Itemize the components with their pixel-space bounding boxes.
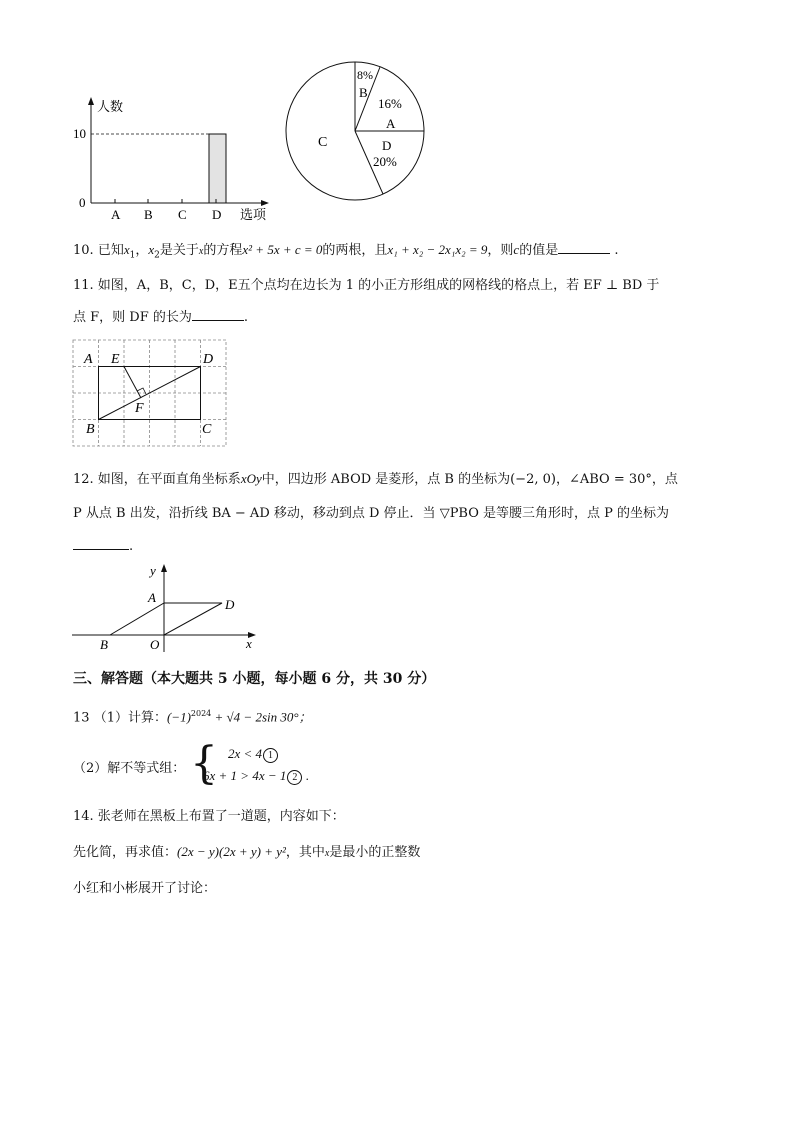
segment-ef — [124, 367, 141, 399]
question-10: 10. 已知$x_1$，$x_2$是关于x的方程x² + 5x + c = 0的两根，且x₁ + x₂ − 2x₁x₂ = 9，则c的值是 . — [73, 242, 619, 261]
xtick-D: D — [212, 207, 222, 222]
slice-D-label: D — [382, 138, 392, 153]
xtick-C: C — [178, 207, 187, 222]
inequality-2: 6x + 1 > 4x − 1 2 . — [203, 768, 309, 783]
label-D: D — [203, 352, 214, 367]
ytick-10: 10 — [73, 126, 86, 141]
slice-B-percent: 8% — [357, 68, 373, 82]
question-14-line-1: 14. 张老师在黑板上布置了一道题，内容如下： — [73, 809, 345, 824]
slice-A-percent: 16% — [378, 96, 402, 111]
slice-C-label: C — [318, 135, 328, 150]
label-A: A — [148, 590, 156, 605]
pie-chart — [282, 58, 432, 208]
question-13-part-1: 13 （1）计算：$(-1)^{2024} + √4 - 2\sin$ 30°； — [73, 709, 312, 726]
question-12-line-2: P 从点 B 出发，沿折线 BA − AD 移动，移动到点 D 停止．当 ▽PBO 是等腰三角形时，点 P 的坐标为 — [73, 506, 670, 521]
y-axis-arrow — [88, 97, 94, 105]
question-14-line-3: 小红和小彬展开了讨论： — [73, 881, 217, 896]
bar-chart — [70, 95, 280, 225]
question-11-line-2: 点 F，则 DF 的长为 . — [73, 310, 249, 325]
system-brace: { — [190, 738, 218, 789]
label-y: y — [150, 563, 156, 578]
label-B: B — [100, 637, 108, 652]
label-F: F — [135, 401, 144, 416]
slice-A-label: A — [386, 116, 396, 131]
x-axis-arrow — [261, 200, 269, 206]
label-B: B — [86, 422, 95, 437]
answer-blank-11 — [192, 308, 244, 321]
y-axis-arrow — [161, 564, 167, 572]
y-axis-label: 人数 — [97, 99, 124, 114]
rhombus-abod — [110, 603, 222, 635]
slice-D-percent: 20% — [373, 154, 397, 169]
xtick-B: B — [144, 207, 153, 222]
question-11-line-1: 11. 如图，A，B，C，D，E五个点均在边长为 1 的小正方形组成的网格线的格点上，若 EF ⊥ BD 于 — [73, 278, 660, 293]
section-3-heading: 三、解答题（本大题共 5 小题，每小题 6 分，共 30 分） — [73, 671, 436, 687]
label-x: x — [246, 636, 252, 651]
question-13-part-2: （2）解不等式组： — [73, 761, 186, 776]
bar-D — [209, 134, 226, 203]
figure-12-coordinate — [70, 560, 265, 655]
question-12-line-3: . — [73, 537, 133, 556]
label-O: O — [150, 637, 160, 652]
label-A: A — [84, 352, 93, 367]
xtick-A: A — [111, 207, 121, 222]
figure-11-grid — [72, 339, 232, 449]
answer-blank-10 — [558, 241, 610, 254]
label-D: D — [225, 597, 235, 612]
answer-blank-12 — [73, 537, 129, 550]
inequality-1: 2x < 4 1 — [228, 746, 278, 763]
question-14-line-2: 先化简，再求值：(2x − y)(2x + y) + y²，其中x是最小的正整数 — [73, 844, 421, 860]
slice-B-label: B — [359, 85, 368, 100]
label-C: C — [202, 422, 212, 437]
x-axis-label: 选项 — [240, 207, 267, 222]
question-12-line-1: 12. 如图，在平面直角坐标系xOy中，四边形 ABOD 是菱形，点 B 的坐标为(−2, 0)，∠ABO = 30°，点 — [73, 471, 678, 487]
label-E: E — [111, 352, 120, 367]
ytick-0: 0 — [79, 195, 86, 210]
